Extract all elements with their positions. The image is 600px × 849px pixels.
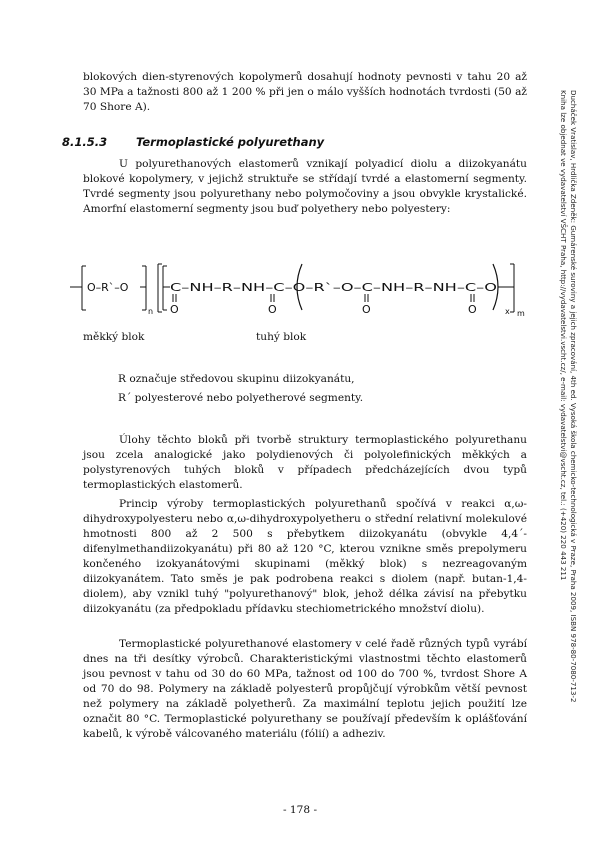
subscript-m: m <box>517 309 525 318</box>
hard-block-label: tuhý blok <box>256 331 307 343</box>
intro-paragraph: blokových dien-styrenových kopolymerů dosahují hodnoty pevnosti v tahu 20 až 30 MPa a tažnosti 800 až 1 200 % při jen o málo vyšších hodnotách tvrdosti (50 až 70 Shore A). <box>83 71 527 113</box>
soft-block-label: měkký blok <box>83 331 145 343</box>
side-citation <box>559 90 578 702</box>
subscript-x: x <box>505 307 510 316</box>
section-heading <box>62 135 324 149</box>
paragraph-1: U polyurethanových elastomerů vznikají polyadicí diolu a diizokyanátu blokové kopolymery, v jejichž struktuře se střídají tvrdé a elastomerní segmenty. Tvrdé segmenty jsou polyurethany nebo polymočoviny a jsou obvykle krystalické. Amorfní elastomerní segmenty jsou buď polyethery nebo polyestery: <box>83 158 527 215</box>
paragraph-2: Úlohy těchto bloků při tvorbě struktury termoplastického polyurethanu jsou zcela analogické jako polydienových či polyolefinických měkkých a polystyrenových tuhých bloků v případech předcházejících dvou typů termoplastických elastomerů. <box>83 434 527 491</box>
note-r-prime: R´ polyesterové nebo polyetherové segmenty. <box>118 392 364 404</box>
note-r: R označuje středovou skupinu diizokyanátu, <box>118 373 355 385</box>
polyurethane-structure-formula <box>70 252 530 327</box>
paragraph-3: Princip výroby termoplastických polyurethanů spočívá v reakci α,ω-dihydroxypolyesteru nebo α,ω-dihydroxypolyetheru o střední relativní molekulové hmotnosti 800 až 2 500 s přebytkem diizokyanátu (obvykle 4,4´-difenylmethandiizokyanátu) při 80 až 120 °C, kterou vznikne směs prepolymeru končeného izokyanátovými skupinami (měkký blok) s nezreagovaným diizokyanátem. Tato směs je pak podrobena reakci s diolem (např. butan-1,4-diolem), aby vznikl tuhý "polyurethanový" blok, jehož délka závisí na přebytku diizokyanátu (za předpokladu přídavku stechiometrického množství diolu). <box>83 498 527 615</box>
citation-line-1: Ducháček Vratislav, Hrdlička Zdeněk: Gumárenské suroviny a jejich zpracování, 4th ed. Vysoká škola chemicko-technologická v Praze, Praha 2009, ISBN 978-80-7080-713-2 <box>569 90 578 703</box>
carbonyl-groups <box>170 294 477 316</box>
citation-line-2: Kniha lze objednat ve vydavatelství VŠCHT Praha, http://vydavatelstvi.vscht.cz/, e-mail: vydavatelstvi@vscht.cz, tel.: (+420) 220 443 211 <box>559 90 569 581</box>
section-title: Termoplastické polyurethany <box>136 135 325 149</box>
section-number: 8.1.5.3 <box>62 135 108 149</box>
carbonyl-oxygen: O <box>268 303 277 316</box>
carbonyl-oxygen: O <box>362 303 371 316</box>
formula-svg <box>70 252 530 327</box>
hard-chain: C–NH–R–NH–C–O–R`–O–C–NH–R–NH–C–O <box>170 281 498 294</box>
page-number: - 178 - <box>282 804 318 816</box>
soft-chain: O–R`–O <box>87 281 129 294</box>
subscript-n: n <box>148 307 154 316</box>
carbonyl-oxygen: O <box>468 303 477 316</box>
carbonyl-oxygen: O <box>170 303 179 316</box>
paragraph-4: Termoplastické polyurethanové elastomery v celé řadě různých typů vyrábí dnes na tři desítky výrobců. Charakteristickými vlastnostmi těchto elastomerů jsou pevnost v tahu od 30 do 60 MPa, tažnost od 100 do 700 %, tvrdost Shore A od 70 do 98. Polymery na základě polyesterů propůjčují výrobkům větší pevnost než polymery na základě polyetherů. Za maximální teplotu jejich použití lze označit 80 °C. Termoplastické polyurethany se používají především k oplášťování kabelů, k výrobě válcovaného materiálu (fólií) a adheziv. <box>83 638 527 740</box>
